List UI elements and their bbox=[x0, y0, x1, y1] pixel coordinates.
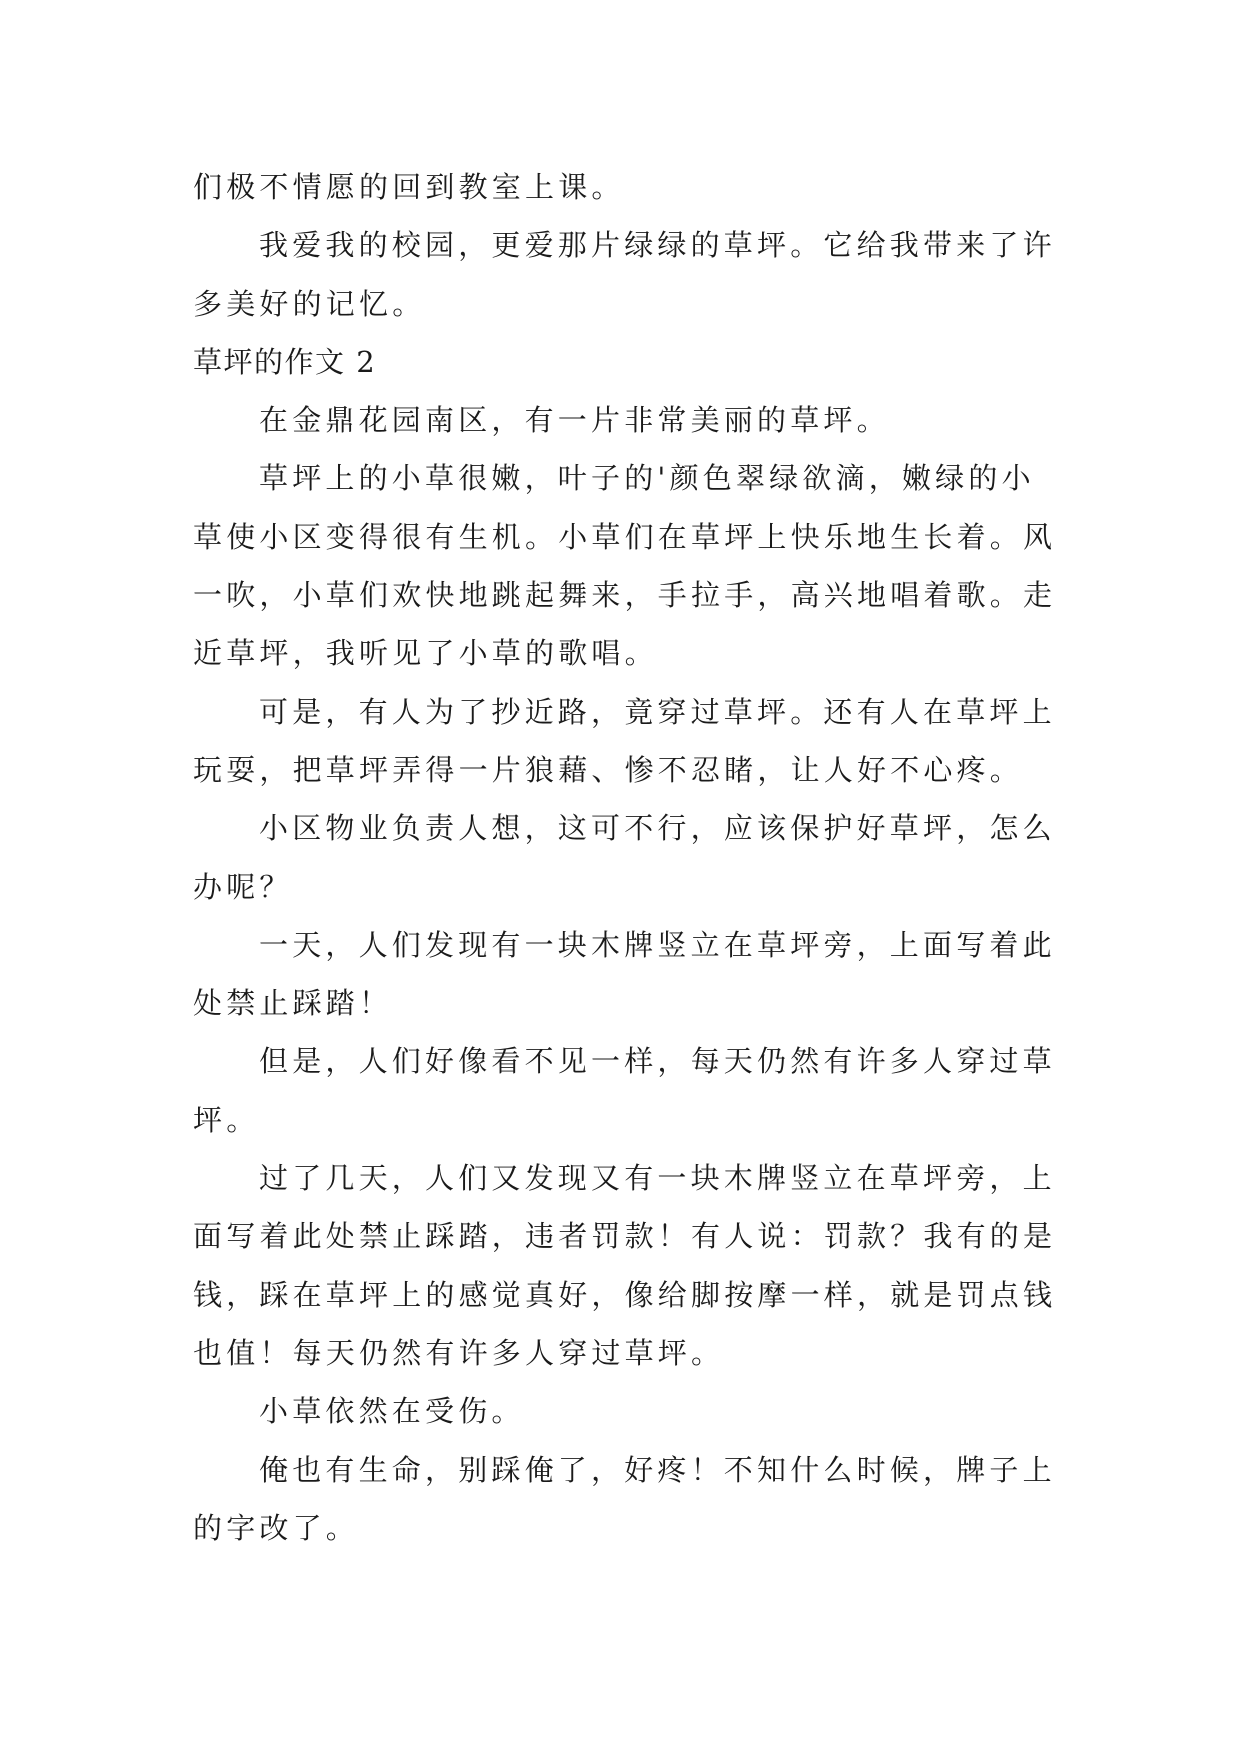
paragraph-first-line: 过了几天，人们又发现又有一块木牌竖立在草坪旁，上 bbox=[259, 1161, 1056, 1196]
paragraph-first-line: 可是，有人为了抄近路，竟穿过草坪。还有人在草坪上 bbox=[259, 694, 1056, 729]
text-line: 面写着此处禁止踩踏，违者罚款！有人说：罚款？我有的是 bbox=[193, 1219, 1057, 1254]
paragraph-first-line: 俺也有生命，别踩俺了，好疼！不知什么时候，牌子上 bbox=[259, 1452, 1056, 1487]
body-text bbox=[193, 158, 1059, 1557]
text-line: 处禁止踩踏！ bbox=[193, 986, 393, 1021]
text-line: 也值！每天仍然有许多人穿过草坪。 bbox=[193, 1335, 725, 1370]
paragraph-first-line: 草坪上的小草很嫩，叶子的'颜色翠绿欲滴，嫩绿的小 bbox=[259, 461, 1035, 496]
text-line: 多美好的记忆。 bbox=[193, 286, 426, 321]
text-line: 草使小区变得很有生机。小草们在草坪上快乐地生长着。风 bbox=[193, 519, 1057, 554]
paragraph-first-line: 小区物业负责人想，这可不行，应该保护好草坪，怎么 bbox=[259, 811, 1056, 846]
paragraph-first-line: 我爱我的校园，更爱那片绿绿的草坪。它给我带来了许 bbox=[259, 228, 1056, 263]
text-line: 的字改了。 bbox=[193, 1510, 360, 1545]
text-line: 们极不情愿的回到教室上课。 bbox=[193, 170, 625, 204]
text-line: 坪。 bbox=[193, 1102, 260, 1137]
paragraph-first-line: 在金鼎花园南区，有一片非常美丽的草坪。 bbox=[259, 403, 890, 438]
text-line: 钱，踩在草坪上的感觉真好，像给脚按摩一样，就是罚点钱 bbox=[193, 1277, 1057, 1312]
text-line: 近草坪，我听见了小草的歌唱。 bbox=[193, 636, 658, 671]
text-line: 一吹，小草们欢快地跳起舞来，手拉手，高兴地唱着歌。走 bbox=[193, 578, 1057, 613]
text-line: 办呢？ bbox=[193, 869, 293, 904]
paragraph-first-line: 一天，人们发现有一块木牌竖立在草坪旁，上面写着此 bbox=[259, 927, 1056, 962]
paragraph-first-line: 但是，人们好像看不见一样，每天仍然有许多人穿过草 bbox=[259, 1044, 1056, 1079]
paragraph-first-line: 小草依然在受伤。 bbox=[259, 1394, 525, 1429]
section-heading: 草坪的作文 2 bbox=[193, 344, 377, 379]
text-line: 玩耍，把草坪弄得一片狼藉、惨不忍睹，让人好不心疼。 bbox=[193, 752, 1024, 787]
